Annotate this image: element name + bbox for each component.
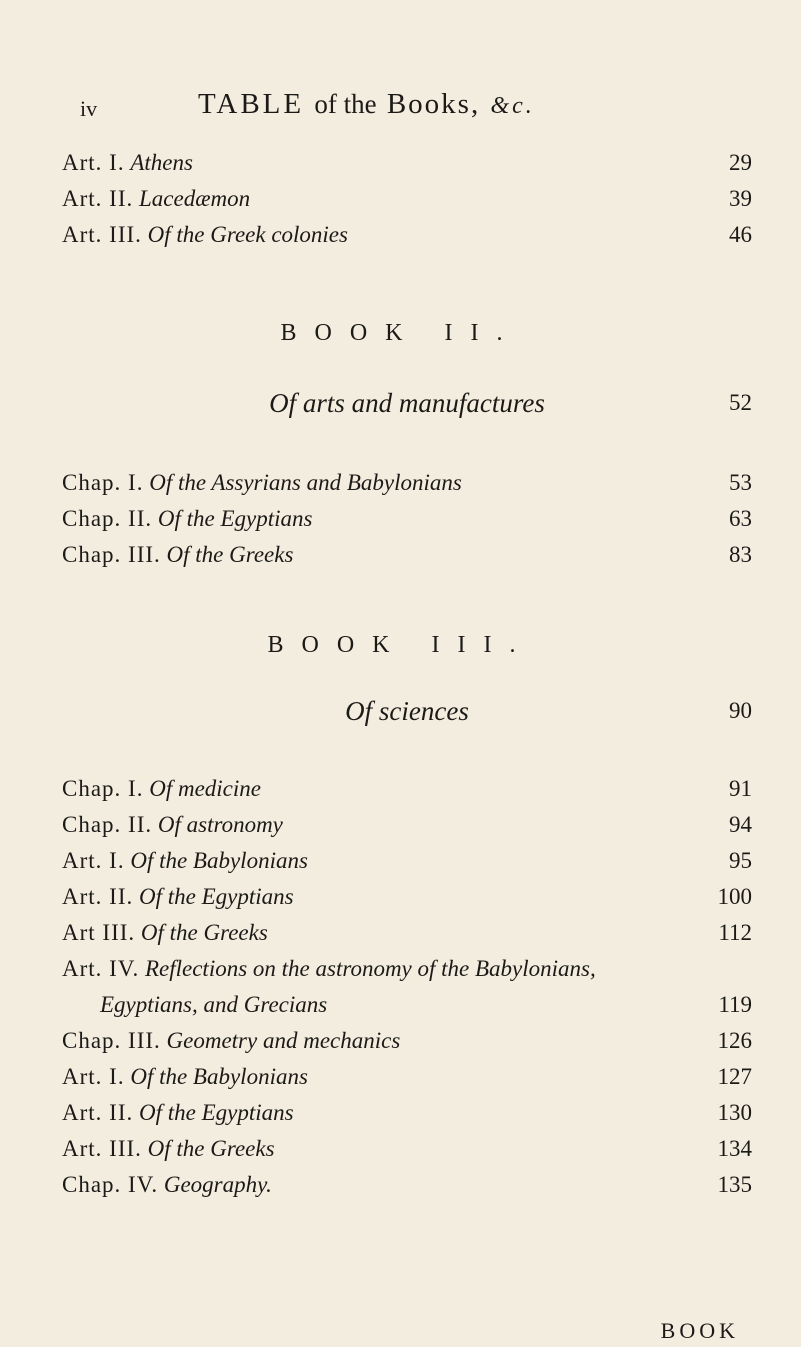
entry-page: 126 [717,1028,752,1053]
header-title-word: Books, [386,88,481,120]
entry-page: 119 [718,992,752,1017]
entry-title: Of the Greeks [140,920,268,945]
entry-title: Of the Assyrians and Babylonians [149,470,462,495]
toc-entry [62,1172,752,1208]
entry-lead: Art. III. [62,1136,142,1161]
toc-entry [62,542,752,578]
entry-title: Of the Greek colonies [147,222,348,247]
entry-lead: Chap. III. [62,542,161,567]
toc-entry [62,1136,752,1172]
running-header [58,88,758,128]
entry-title: Egyptians, and Grecians [100,992,328,1017]
toc-entry [62,776,752,812]
toc-entry [62,222,752,258]
entry-title: Of the Babylonians [130,1064,308,1089]
toc-entry [62,506,752,542]
book-subtitle-text: Of sciences [345,696,469,726]
entry-title: Of the Egyptians [157,506,313,531]
entry-page: 46 [729,222,752,247]
entry-page: 135 [717,1172,752,1197]
entry-page: 91 [729,776,752,801]
entry-page: 39 [729,186,752,211]
entry-title: Geometry and mechanics [166,1028,401,1053]
toc-entry [62,884,752,920]
entry-lead: Chap. I. [62,776,144,801]
entry-lead: Chap. II. [62,812,153,837]
entry-page: 112 [718,920,752,945]
catchword: BOOK [660,1318,739,1343]
book-subtitle-page: 52 [729,390,752,415]
entry-lead: Art. IV. [62,956,140,981]
entry-lead: Art. I. [62,1064,125,1089]
toc-entry [62,150,752,186]
entry-page: 127 [717,1064,752,1089]
entry-page: 95 [729,848,752,873]
entry-page: 94 [729,812,752,837]
entry-page: 134 [717,1136,752,1161]
entry-lead: Chap. IV. [62,1172,159,1197]
toc-entry [62,812,752,848]
book-heading: BOOK II. [280,320,521,346]
entry-title: Of the Babylonians [130,848,308,873]
entry-page: 83 [729,542,752,567]
book-subtitle-text: Of arts and manufactures [269,388,545,418]
entry-page: 53 [729,470,752,495]
entry-lead: Art. II. [62,884,134,909]
entry-lead: Art. III. [62,222,142,247]
entry-title: Of the Greeks [147,1136,275,1161]
entry-title: Of medicine [149,776,261,801]
book-subtitle-page: 90 [729,698,752,723]
entry-lead: Chap. I. [62,470,144,495]
entry-title: Reflections on the astronomy of the Babylonians, [144,956,596,981]
toc-entry [62,470,752,506]
entry-lead: Art. I. [62,150,125,175]
header-title-prefix: TABLE [198,88,305,120]
entry-lead: Art. II. [62,1100,134,1125]
entry-title: Of the Greeks [166,542,294,567]
entry-title: Of the Egyptians [138,884,294,909]
header-title [198,88,535,121]
book-heading: BOOK III. [267,632,534,658]
header-title-mid: of the [314,89,377,119]
entry-page: 100 [717,884,752,909]
toc-entry [62,186,752,222]
entry-lead: Art III. [62,920,136,945]
header-title-etc: &c. [490,93,535,119]
entry-page: 29 [729,150,752,175]
entry-page: 130 [717,1100,752,1125]
toc-entry [62,1028,752,1064]
toc-entry [62,848,752,884]
entry-title: Geography. [163,1172,272,1197]
toc-entry [62,920,752,956]
entry-lead: Chap. II. [62,506,153,531]
entry-lead: Art. I. [62,848,125,873]
toc-entry [62,1064,752,1100]
toc-entry-continuation [100,992,752,1028]
entry-title: Of the Egyptians [138,1100,294,1125]
page-number: iv [80,96,98,121]
entry-lead: Art. II. [62,186,134,211]
entry-page: 63 [729,506,752,531]
entry-lead: Chap. III. [62,1028,161,1053]
entry-title: Athens [130,150,193,175]
toc-entry [62,1100,752,1136]
entry-title: Lacedæmon [138,186,251,211]
entry-title: Of astronomy [157,812,283,837]
toc-entry [62,956,752,992]
